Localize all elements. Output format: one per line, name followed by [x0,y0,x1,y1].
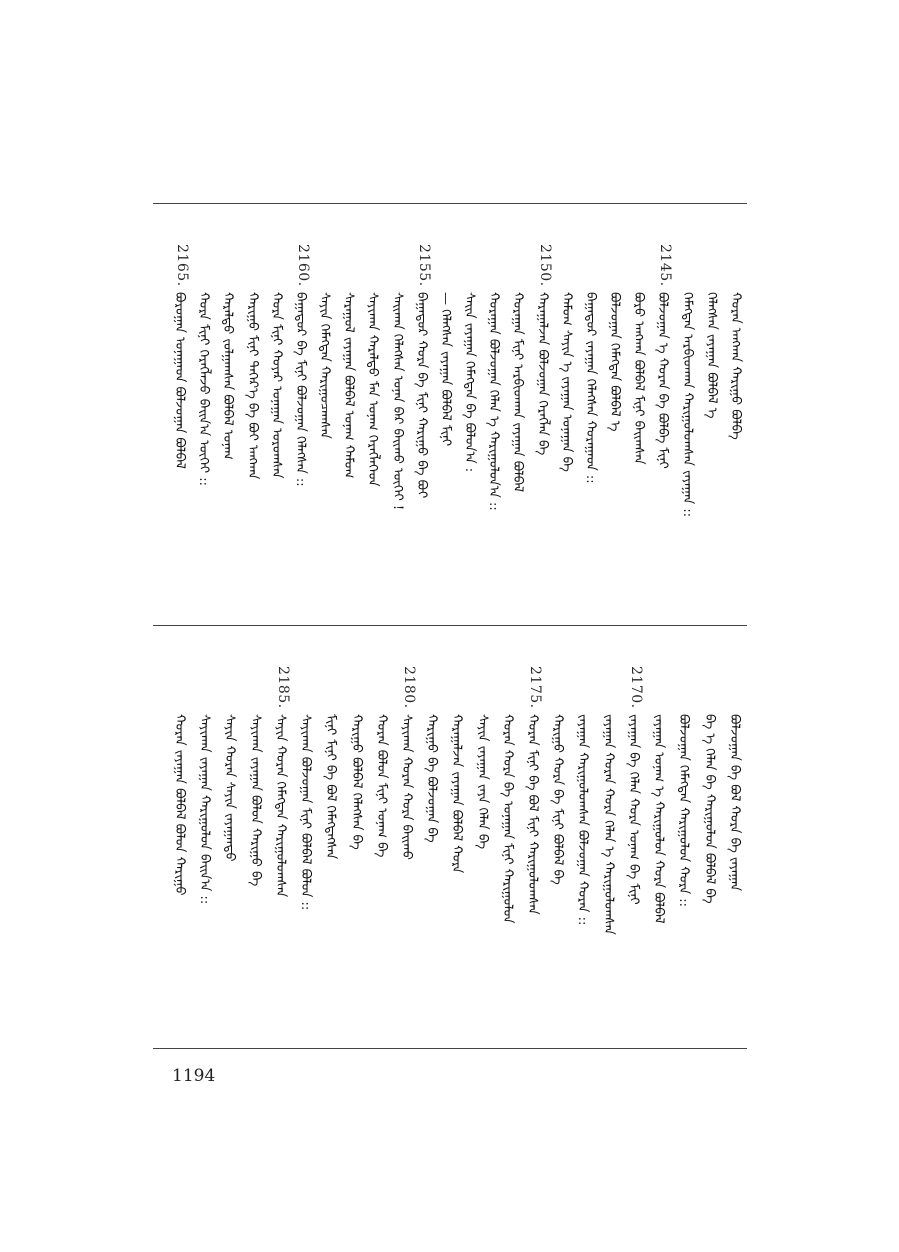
verse-block-top [168,214,748,614]
verse-line [458,214,480,574]
verse-text: ᠰᠠᠶᠢᠬᠠᠨ ᠪᠣᠯᠵᠣᠭᠠᠨ ᠮᠢᠨᠢ ᠪᠣᠯᠪᠠᠯ ᠪᠣᠯᠤᠨ :: [298,714,313,911]
verse-text: ᠪᠠ ᠡ ᠬᠡᠯᠡᠨ ᠪᠠ ᠬᠠᠷᠢᠭᠤᠯᠤᠨ ᠪᠣᠯᠪᠠᠯ ᠪᠠ [702,714,717,904]
verse-text: ᠰᠠᠢᠬᠠᠨ ᠬᠡᠯᠡᠭᠰᠡᠨ ᠤᠨᠠᠨ ᠪᠠᠷ ᠪᠠᠢᠬᠤ ᠦᠭᠡᠢ ! [390,292,405,511]
verse-text: ᠰᠠᠶᠢᠨ ᠬᠤᠷᠠᠨ ᠬᠡᠮᠡᠭᠳᠡᠨ ᠬᠠᠷᠢᠭᠤᠯᠤᠭᠰᠠᠨ [273,714,288,898]
verse-line [445,636,467,996]
line-number: 2175. [527,666,543,709]
line-number: 2180. [401,666,417,709]
verse-line [521,636,543,996]
verse-text: ᠪᠣᠷᠤ ᠠᠩᠬᠠᠨ ᠪᠣᠯᠪᠠᠯ ᠮᠢᠨᠢ ᠪᠠᠢᠭᠰᠠᠨ [631,292,646,465]
verse-text: ᠬᠠᠮᠤᠭ ᠰᠠᠶᠢᠨ ᠡ ᠵᠠᠶᠠᠭᠠᠨ ᠤᠨᠠᠭᠠᠨ ᠪᠠ [559,292,574,472]
verse-line [193,636,215,996]
verse-text: ᠵᠠᠶᠠᠭᠠᠨ ᠪᠠ ᠬᠡᠯᠡᠨ ᠬᠤᠷᠠ ᠤᠨᠠᠭ ᠪᠠ ᠮᠢᠨᠢ [626,714,641,905]
verse-line [313,214,335,574]
verse-line [410,214,432,574]
bottom-rule [153,1048,747,1049]
verse-text: ᠬᠤᠷᠠ ᠮᠢᠨᠢ ᠬᠣᠶᠠᠷ ᠤᠨᠠᠭᠠᠨ ᠤᠷᠤᠭᠰᠠᠨ [269,292,284,479]
verse-text: ᠬᠤᠷᠠᠨ ᠪᠣᠯᠤᠨ ᠮᠢᠨᠢ ᠤᠨᠠᠭ ᠪᠠ [374,714,389,858]
verse-line [319,636,341,996]
verse-text: ᠰᠠᠶᠢᠬᠠᠨ ᠬᠤᠷᠠᠨ ᠬᠤᠷᠠ ᠪᠠᠢᠬᠤ [399,714,414,860]
verse-line [546,636,568,996]
verse-line [482,214,504,574]
middle-rule [153,625,747,626]
verse-text: ᠰᠠᠶᠢᠬᠠᠨ ᠬᠠᠷᠠᠯᠳᠤ ᠮᠠᠨ ᠤᠨᠠᠭ ᠬᠡᠷᠡᠭᠯᠡᠭᠡᠳ [365,292,380,487]
verse-line [471,636,493,996]
verse-text: ᠪᠣᠯᠵᠣᠭᠠᠨ ᠬᠡᠮᠡᠭᠳᠡᠨ ᠪᠣᠯᠪᠠᠯ ᠡ [607,292,622,432]
verse-text: ᠵᠠᠶᠠᠭᠠᠨ ᠬᠠᠷᠢᠭᠤᠯᠤᠭᠰᠠᠨ ᠪᠣᠯᠵᠣᠭᠠᠨ ᠬᠤᠷᠠᠨ :: [575,714,590,926]
verse-line [603,214,625,574]
verse-line [676,214,698,574]
line-number: 2185. [275,666,291,709]
top-rule [153,203,747,204]
verse-text: ᠪᠣᠯᠵᠣᠭᠠᠨ ᠡ ᠬᠤᠷᠠᠨ ᠪᠠ ᠪᠣᠯᠪᠠ ᠮᠢᠨᠢ [655,292,670,469]
verse-text: ᠰᠠᠷᠠᠭᠤᠯ ᠵᠠᠶᠠᠭᠠᠨ ᠪᠣᠯᠪᠠᠯ ᠤᠨᠠᠭ ᠬᠠᠮᠤᠭ [341,292,356,479]
verse-text: ᠬᠤᠷᠠᠨ ᠬᠤᠷᠠ ᠪᠠ ᠤᠨᠠᠭᠠᠨ ᠮᠢᠨᠢ ᠬᠠᠷᠢᠭᠤᠯᠤᠨ [500,714,515,924]
verse-line [597,636,619,996]
verse-line [345,636,367,996]
verse-text: ᠬᠠᠷᠢᠭᠤ ᠬᠤᠷᠠ ᠪᠠ ᠮᠢᠨᠢ ᠪᠣᠯᠪᠠᠯ ᠪᠠ [550,714,565,885]
verse-text: ᠬᠠᠷᠢᠭᠤ ᠮᠢᠨᠢ ᠳᠡᠭᠡᠷ᠎ᠡ ᠪᠠ ᠪᠤᠢ ᠠᠩᠬᠠᠨ [245,292,260,480]
verse-line [370,636,392,996]
verse-line [627,214,649,574]
verse-line [265,214,287,574]
verse-line [724,214,746,574]
verse-line [531,214,553,574]
line-number: 2165. [174,244,190,287]
verse-line [337,214,359,574]
verse-line [506,214,528,574]
verse-text: ᠰᠠᠶᠢᠨ ᠬᠡᠮᠡᠭᠳᠡᠨ ᠬᠠᠷᠢᠭᠤᠴᠠᠭᠰᠠᠨ [317,292,332,439]
verse-line [168,214,190,574]
verse-text: ᠰᠠᠢᠨ ᠵᠠᠶᠠᠭᠠᠨ ᠬᠡᠮᠡᠭᠳᠡᠨ ᠪᠠ ᠪᠣᠯᠤᠨ᠎ᠠ : [462,292,477,473]
verse-text: ᠬᠠᠷᠠᠯᠳᠤ ᠵᠣᠯᠭᠠᠭᠰᠠᠨ ᠪᠣᠯᠪᠠᠯ ᠤᠨᠠᠭ [220,292,235,460]
verse-line [622,636,644,996]
verse-text: ᠬᠠᠷᠢᠭᠤ ᠪᠣᠯᠪᠠᠯ ᠬᠡᠯᠡᠭᠰᠡᠨ ᠪᠠ [349,714,364,850]
verse-text: ᠪᠠᠭᠠᠳᠤᠷ ᠵᠠᠶᠠᠭᠠᠨ ᠬᠡᠯᠡᠭᠰᠡᠨ ᠬᠤᠷᠠᠭᠠᠳ :: [583,292,598,484]
verse-text: ᠬᠤᠷᠠᠨ ᠮᠢᠨᠢ ᠪᠠ ᠪᠣᠯ ᠮᠢᠨᠢ ᠬᠠᠷᠢᠭᠤᠯᠤᠭᠰᠠᠨ [525,714,540,915]
verse-text: ᠪᠣᠯᠵᠣᠭᠠᠨ ᠬᠡᠮᠡᠭᠳᠡᠨ ᠬᠠᠷᠢᠭᠤᠯᠤᠨ ᠬᠤᠷᠠ :: [676,714,691,908]
verse-line [579,214,601,574]
verse-text: ᠰᠠᠶᠢᠬᠠᠨ ᠵᠠᠶᠠᠭᠠᠨ ᠪᠣᠯᠤᠨ ᠬᠠᠷᠢᠭᠤ ᠪᠠ [248,714,263,887]
verse-line [647,636,669,996]
verse-line [361,214,383,574]
verse-text: ᠵᠠᠶᠠᠭᠠᠨ ᠬᠤᠷᠠᠨ ᠬᠤᠷᠠ ᠬᠡᠯᠡᠨ ᠡ ᠬᠠᠷᠢᠭᠤᠯᠤᠭᠰᠠᠨ [601,714,616,935]
verse-line [289,214,311,574]
verse-line [496,636,518,996]
verse-block-bottom [168,636,748,1036]
verse-text: ᠬᠤᠷᠠᠭᠠᠨ ᠪᠣᠯᠵᠣᠭᠠᠨ ᠬᠡᠯᠡᠨ ᠡ ᠬᠠᠷᠢᠭᠤᠯᠤᠨ᠎ᠠ :: [486,292,501,511]
verse-text: ᠬᠤᠷᠠ ᠮᠢᠨᠢ ᠬᠡᠷᠡᠭᠯᠡᠵᠦ ᠪᠠᠢᠨ᠎ᠠ ᠦᠭᠡᠢ :: [196,292,211,487]
verse-line [700,214,722,574]
verse-line [395,636,417,996]
line-number: 2155. [416,244,432,287]
verse-line [434,214,456,574]
verse-line [571,636,593,996]
verse-line [241,214,263,574]
line-number: 2145. [657,244,673,287]
verse-text: ᠮᠢᠨᠢ ᠮᠢᠨᠢ ᠪᠠ ᠪᠣᠯ ᠬᠡᠮᠡᠭᠳᠡᠭᠰᠡᠨ [323,714,338,860]
verse-line [651,214,673,574]
verse-line [218,636,240,996]
verse-line [420,636,442,996]
verse-line [698,636,720,996]
verse-text: ᠵᠠᠶᠠᠭᠠᠨ ᠤᠨᠠᠭ ᠡ ᠬᠠᠷᠢᠭᠤᠯᠤᠨ ᠬᠤᠷᠠ ᠪᠣᠯᠪᠠᠯ [651,714,666,924]
verse-line [269,636,291,996]
line-number: 2150. [537,244,553,287]
verse-text: ᠰᠠᠶᠢᠨ ᠵᠠᠶᠠᠭᠠᠨ ᠵᠠᠶᠠ ᠬᠡᠯᠡᠨ ᠪᠠ [475,714,490,850]
verse-text: ᠰᠠᠶᠢᠨ ᠬᠤᠷᠠᠨ ᠰᠠᠶᠢᠨ ᠵᠠᠶᠠᠭᠠᠨᠳᠤ [222,714,237,862]
verse-line [386,214,408,574]
verse-text: ᠬᠡᠯᠡᠭᠰᠡᠨ ᠵᠠᠶᠠᠭᠠᠨ ᠪᠣᠯᠪᠠᠯ ᠡ [704,292,719,419]
verse-line [192,214,214,574]
verse-text: ᠬᠤᠷᠠᠭᠠᠨ ᠮᠢᠨᠢ ᠠᠷᠪᠢᠳᠬᠠᠨ ᠵᠠᠶᠠᠭᠠᠨ ᠪᠣᠯᠪᠠᠯ [510,292,525,493]
verse-text: ᠪᠠᠭᠠᠳᠤᠷ ᠪᠠ ᠮᠢᠨᠢ ᠪᠣᠯᠵᠣᠭᠠᠨ ᠬᠡᠯᠡᠭᠰᠡᠨ :: [293,292,308,487]
page-number: 1194 [172,1066,216,1086]
verse-text: ᠪᠣᠷᠤᠭᠠᠨ ᠤᠨᠠᠭᠠᠳ ᠪᠣᠯᠵᠣᠭᠠᠨ ᠪᠣᠯᠪᠠᠯ [172,292,187,469]
line-number: 2170. [628,666,644,709]
line-number: 2160. [295,244,311,287]
verse-text: ᠪᠠᠭᠠᠳᠤᠷ ᠬᠤᠷᠠ ᠪᠠ ᠮᠢᠨᠢ ᠬᠠᠷᠢᠭᠤ ᠪᠠ ᠪᠤᠢ [414,292,429,499]
verse-line [723,636,745,996]
verse-text: ᠬᠡᠮᠡᠭᠳᠡᠨ ᠠᠷᠪᠢᠳᠬᠠᠨ ᠬᠠᠷᠢᠭᠤᠯᠤᠭᠰᠠᠨ ᠵᠠᠶᠠᠭᠠᠨ :: [680,292,695,518]
verse-line [555,214,577,574]
verse-line [294,636,316,996]
verse-text: — ᠬᠡᠯᠡᠭᠰᠡᠨ ᠵᠠᠶᠠᠭᠠᠨ ᠪᠣᠯᠪᠠᠯ ᠮᠢᠨᠢ [438,292,453,447]
verse-text: ᠬᠠᠷᠠᠭᠠᠯᠵᠠᠨ ᠪᠣᠯᠵᠣᠭᠠᠨ ᠬᠡᠷᠡᠭᠯᠡᠨ ᠪᠠ [535,292,550,456]
verse-text: ᠬᠠᠷᠠᠭᠠᠯᠵᠠᠨ ᠵᠠᠶᠠᠭᠠᠨ ᠪᠣᠯᠪᠠᠯ ᠬᠤᠷᠠ [449,714,464,874]
verse-text: ᠬᠤᠷᠠᠨ ᠵᠠᠶᠠᠭᠠᠨ ᠪᠣᠯᠪᠠᠯ ᠪᠣᠯᠤᠨ ᠬᠠᠷᠢᠭᠤ [172,714,187,896]
verse-text: ᠬᠠᠷᠢᠭᠤ ᠪᠠ ᠪᠣᠯᠵᠣᠭᠠᠨ ᠪᠠ [424,714,439,843]
verse-text: ᠰᠠᠶᠢᠬᠠᠨ ᠵᠠᠶᠠᠭᠠᠨ ᠬᠠᠷᠢᠭᠤᠯᠤᠨ ᠪᠠᠢᠨ᠎ᠠ :: [197,714,212,905]
verse-line [244,636,266,996]
verse-line [168,636,190,996]
verse-text: ᠪᠣᠯᠵᠣᠭᠠᠨ ᠪᠠ ᠪᠣᠯ ᠬᠤᠷᠠ ᠪᠠ ᠵᠠᠶᠠᠭᠠᠨ [727,714,742,892]
verse-line [672,636,694,996]
verse-line [216,214,238,574]
verse-text: ᠬᠤᠷᠠᠨ ᠠᠩᠬᠠᠨ ᠬᠠᠷᠢᠭᠤ ᠪᠣᠯᠪᠠ [728,292,743,440]
